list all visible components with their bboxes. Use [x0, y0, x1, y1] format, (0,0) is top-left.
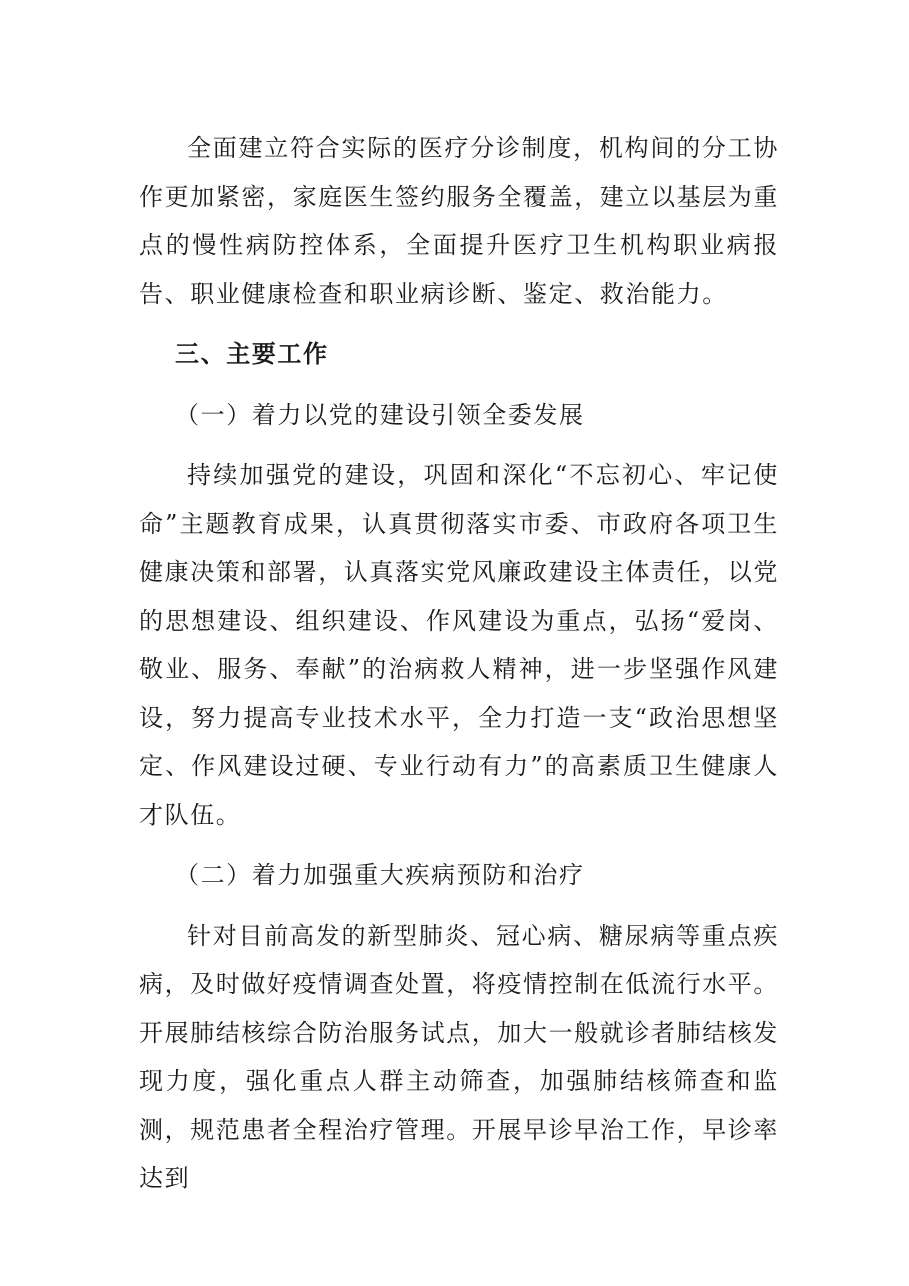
spacer [139, 839, 779, 851]
spacer [139, 379, 779, 391]
document-body [139, 124, 779, 1203]
subsection-2-title: （二）着力加强重大疾病预防和治疗 [175, 861, 585, 889]
section-heading: 三、主要工作 [175, 339, 329, 368]
spacer [139, 439, 779, 451]
spacer [139, 900, 779, 912]
paragraph-intro: 全面建立符合实际的医疗分诊制度，机构间的分工协作更加紧密，家庭医生签约服务全覆盖，建立以基层为重点的慢性病防控体系，全面提升医疗卫生机构职业病报告、职业健康检查和职业病诊断、鉴定、救治能力。 [139, 134, 779, 308]
subsection-1-title: （一）着力以党的建设引领全委发展 [175, 400, 585, 429]
spacer [139, 318, 779, 330]
subsection-2-body: 针对目前高发的新型肺炎、冠心病、糖尿病等重点疾病，及时做好疫情调查处置，将疫情控制在低流行水平。开展肺结核综合防治服务试点，加大一般就诊者肺结核发现力度，强化重点人群主动筛查，加强肺结核筛查和监测，规范患者全程治疗管理。开展早诊早治工作，早诊率达到 [139, 921, 779, 1192]
subsection-1-body: 持续加强党的建设，巩固和深化“不忘初心、牢记使命”主题教育成果，认真贯彻落实市委、市政府各项卫生健康决策和部署，认真落实党风廉政建设主体责任，以党的思想建设、组织建设、作风建设为重点，弘扬“爱岗、敬业、服务、奉献”的治病救人精神，进一步坚强作风建设，努力提高专业技术水平，全力打造一支“政治思想坚定、作风建设过硬、专业行动有力”的高素质卫生健康人才队伍。 [139, 461, 779, 829]
